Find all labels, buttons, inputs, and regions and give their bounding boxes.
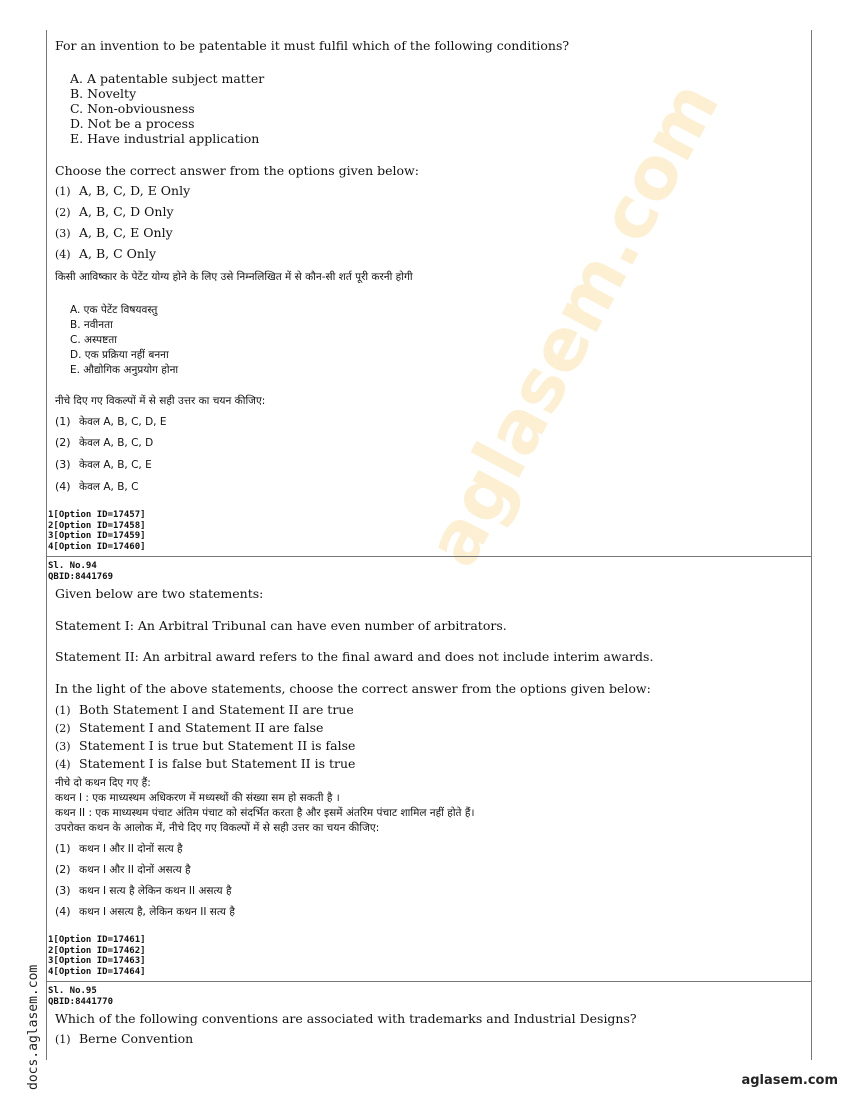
option-number: (1) xyxy=(55,415,71,428)
option-number: (4) xyxy=(55,480,71,493)
option-number: (3) xyxy=(55,458,71,471)
q94-intro: Given below are two statements: xyxy=(55,586,264,601)
option-text: A, B, C Only xyxy=(79,246,157,261)
q93-option-1[interactable] xyxy=(55,184,190,199)
option-text: A, B, C, D Only xyxy=(79,204,174,219)
option-text: कथन I सत्य है लेकिन कथन II असत्य है xyxy=(79,885,232,897)
option-text: कथन I असत्य है, लेकिन कथन II सत्य है xyxy=(79,906,235,918)
q93-option-id-3: 3[Option ID=17459] xyxy=(48,531,146,541)
q93-item-c: C. Non-obviousness xyxy=(70,101,195,116)
q94-hindi-intro: नीचे दो कथन दिए गए हैं: xyxy=(55,777,151,789)
separator-line xyxy=(46,556,811,557)
option-number: (2) xyxy=(55,722,71,735)
q94-option-id-4: 4[Option ID=17464] xyxy=(48,966,146,977)
option-number: (2) xyxy=(55,206,71,219)
q93-item-a: A. A patentable subject matter xyxy=(70,71,265,86)
option-text: A, B, C, E Only xyxy=(79,225,173,240)
option-text: केवल A, B, C, D xyxy=(79,437,154,449)
option-text: Statement I and Statement II are false xyxy=(79,720,324,735)
option-text: Statement I is false but Statement II is true xyxy=(79,756,356,771)
q93-hindi-item-b: B. नवीनता xyxy=(70,319,113,331)
option-number: (3) xyxy=(55,884,71,897)
q95-qbid: QBID:8441770 xyxy=(48,997,114,1007)
q94-hindi-statement-2: कथन II : एक माध्यस्थम पंचाट अंतिम पंचाट को संदर्भित करता है और इसमें अंतरिम पंचाट शामिल नहीं होते हैं। xyxy=(55,807,475,819)
option-number: (2) xyxy=(55,436,71,449)
watermark: aglasem.com xyxy=(410,67,736,580)
option-text: A, B, C, D, E Only xyxy=(79,183,191,198)
option-number: (3) xyxy=(55,227,71,240)
option-number: (3) xyxy=(55,740,71,753)
q93-option-3[interactable] xyxy=(55,226,173,241)
q93-hindi-item-c: C. अस्पष्टता xyxy=(70,334,117,346)
q93-item-d: D. Not be a process xyxy=(70,116,195,131)
q93-hindi-option-3[interactable] xyxy=(55,458,152,472)
option-number: (1) xyxy=(55,842,71,855)
q94-hindi-choose: उपरोक्त कथन के आलोक में, नीचे दिए गए विकल्पों में से सही उत्तर का चयन कीजिए: xyxy=(55,822,380,834)
option-text: Berne Convention xyxy=(79,1031,194,1046)
option-text: केवल A, B, C, D, E xyxy=(79,416,167,428)
option-number: (2) xyxy=(55,863,71,876)
option-text: केवल A, B, C xyxy=(79,481,139,493)
q95-question: Which of the following conventions are associated with trademarks and Industrial Designs? xyxy=(55,1011,637,1026)
q93-hindi-question: किसी आविष्कार के पेटेंट योग्य होने के लिए उसे निम्नलिखित में से कौन-सी शर्त पूरी करनी होगी xyxy=(55,271,413,283)
q93-option-4[interactable] xyxy=(55,247,156,262)
q93-question: For an invention to be patentable it must fulfil which of the following conditions? xyxy=(55,38,570,53)
q93-hindi-item-e: E. औद्योगिक अनुप्रयोग होना xyxy=(70,364,179,376)
q94-choose: In the light of the above statements, choose the correct answer from the options given below: xyxy=(55,681,651,696)
q94-qbid: QBID:8441769 xyxy=(48,572,114,582)
brand-footer: aglasem.com xyxy=(741,1073,838,1088)
q95-sl-no: Sl. No.95 xyxy=(48,986,97,996)
q94-sl-no: Sl. No.94 xyxy=(48,561,97,571)
q94-option-1[interactable] xyxy=(55,703,354,718)
q94-option-4[interactable] xyxy=(55,757,355,772)
q94-option-2[interactable] xyxy=(55,721,323,736)
option-number: (4) xyxy=(55,248,71,261)
option-text: कथन I और II दोनों सत्य है xyxy=(79,843,183,855)
q93-option-2[interactable] xyxy=(55,205,174,220)
q93-hindi-choose: नीचे दिए गए विकल्पों में से सही उत्तर का चयन कीजिए: xyxy=(55,395,266,407)
q94-hindi-option-4[interactable] xyxy=(55,905,235,919)
option-number: (4) xyxy=(55,905,71,918)
q94-option-3[interactable] xyxy=(55,739,355,754)
q94-statement-2: Statement II: An arbitral award refers to the final award and does not include interim awards. xyxy=(55,649,654,664)
option-number: (1) xyxy=(55,185,71,198)
q93-hindi-item-d: D. एक प्रक्रिया नहीं बनना xyxy=(70,349,169,361)
q94-hindi-option-1[interactable] xyxy=(55,842,183,856)
option-text: Statement I is true but Statement II is false xyxy=(79,738,356,753)
q93-choose: Choose the correct answer from the options given below: xyxy=(55,163,419,178)
q94-hindi-option-3[interactable] xyxy=(55,884,232,898)
q94-option-id-2: 2[Option ID=17462] xyxy=(48,945,146,956)
q93-hindi-option-2[interactable] xyxy=(55,436,153,450)
separator-line xyxy=(46,981,811,982)
q94-statement-1: Statement I: An Arbitral Tribunal can have even number of arbitrators. xyxy=(55,618,507,633)
q93-hindi-option-1[interactable] xyxy=(55,415,167,429)
q94-option-id-1: 1[Option ID=17461] xyxy=(48,935,146,945)
q93-option-id-4: 4[Option ID=17460] xyxy=(48,541,146,552)
q93-option-id-2: 2[Option ID=17458] xyxy=(48,520,146,531)
q94-option-id-3: 3[Option ID=17463] xyxy=(48,956,146,966)
q93-item-b: B. Novelty xyxy=(70,86,137,101)
option-number: (4) xyxy=(55,758,71,771)
side-url-text: docs.aglasem.com xyxy=(26,964,41,1090)
option-number: (1) xyxy=(55,1033,71,1046)
option-text: Both Statement I and Statement II are true xyxy=(79,702,354,717)
q93-hindi-option-4[interactable] xyxy=(55,480,138,494)
option-text: केवल A, B, C, E xyxy=(79,459,152,471)
q93-item-e: E. Have industrial application xyxy=(70,131,260,146)
q95-option-1[interactable] xyxy=(55,1032,193,1047)
option-number: (1) xyxy=(55,704,71,717)
q93-hindi-item-a: A. एक पेटेंट विषयवस्तु xyxy=(70,304,158,316)
q94-hindi-option-2[interactable] xyxy=(55,863,191,877)
option-text: कथन I और II दोनों असत्य है xyxy=(79,864,191,876)
q94-hindi-statement-1: कथन I : एक माध्यस्थम अधिकरण में मध्यस्थों की संख्या सम हो सकती है । xyxy=(55,792,340,804)
q93-option-id-1: 1[Option ID=17457] xyxy=(48,510,146,520)
